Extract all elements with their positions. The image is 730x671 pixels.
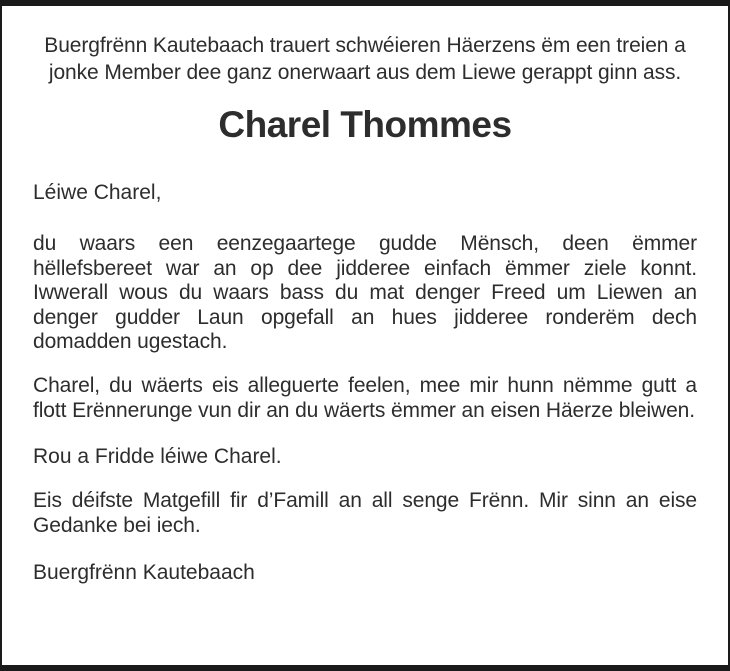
deceased-name: Charel Thommes: [218, 104, 512, 145]
intro-text: Buergfrënn Kautebaach trauert schwéieren Häerzens ëm een treien a jonke Member dee ganz onerwaart aus dem Liewe gerappt ginn ass.: [44, 34, 686, 84]
farewell-line: Rou a Fridde léiwe Charel.: [33, 445, 282, 469]
condolence-paragraph: Eis déifste Matgefill fir d’Famill an all senge Frënn. Mir sinn an eise Gedanke bei iech.: [33, 489, 697, 537]
salutation: Léiwe Charel,: [33, 181, 162, 204]
tribute-paragraph-1: du waars een eenzegaartege gudde Mënsch, deen ëmmer hëllefsbereet war an op dee jidderee einfach ëmmer ziele konnt. Iwwerall wous du waars bass du mat denger Freed um Liewen an denger gudder Laun opgefall an hues jidderee ronderëm dech domadden ugestach.: [33, 232, 697, 354]
signature-line: Buergfrënn Kautebaach: [33, 561, 255, 585]
tribute-paragraph-2: Charel, du wäerts eis alleguerte feelen, mee mir hunn nëmme gutt a flott Erënnerunge vun dir an du wäerts ëmmer an eisen Häerze bleiwen.: [33, 373, 697, 422]
